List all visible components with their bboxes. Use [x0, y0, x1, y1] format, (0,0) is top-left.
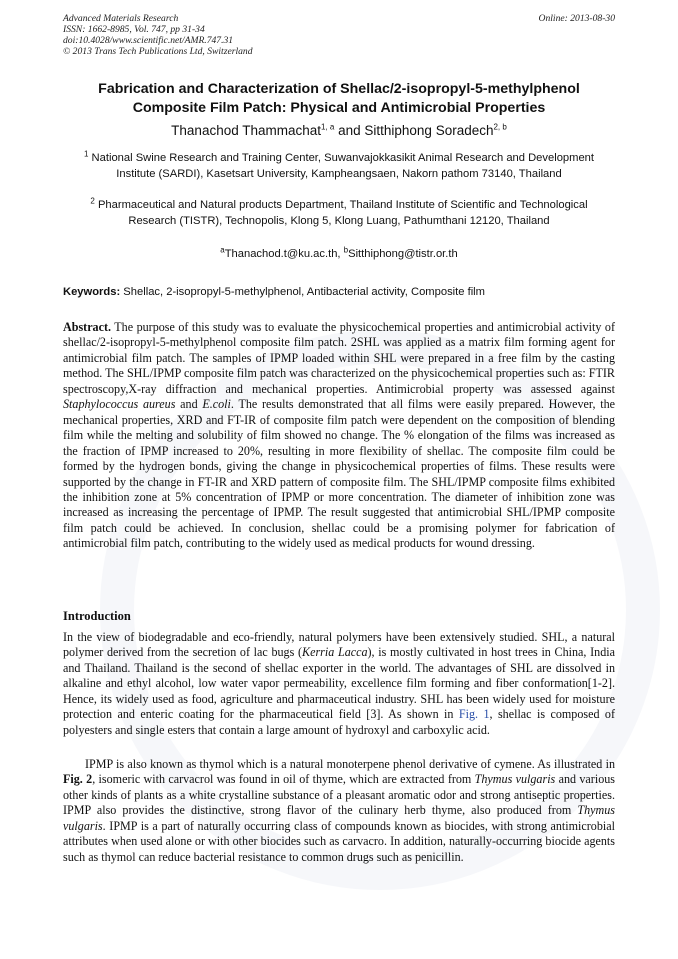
paper-title: [40, 80, 638, 118]
author-1: Thanachod Thammachat: [171, 123, 322, 138]
intro-p1-b: ), is mostly cultivated in host trees in China, India and Thailand. Thailand is the second of shellac exporter in the world. The advantages of SHL are dissolved in alkaline and ethyl alcohol, low water vapor permeability, excellence film forming and fiber conformation[1-2]. Hence, its widely used as food, agriculture and pharmaceutical industry. SHL has been widely used for moisture protection and enteric coating for the pharmaceutical field [3]. As shown in: [63, 645, 615, 722]
introduction-paragraph-1: [63, 630, 615, 738]
affiliation-2-text: Pharmaceutical and Natural products Department, Thailand Institute of Scientific and Technological Research (TISTR), Technopolis, Klong 5, Klong Luang, Pathumthani 12120, Thailand: [97, 199, 588, 227]
title-line-1: Fabrication and Characterization of Shellac/2-isopropyl-5-methylphenol: [98, 81, 580, 97]
keywords-label: Keywords:: [63, 286, 121, 298]
affiliation-1-num: 1: [83, 149, 89, 159]
abstract: [63, 320, 615, 552]
intro-p2-b: , isomeric with carvacrol was found in oil of thyme, which are extracted from: [92, 772, 475, 787]
online-date: Online: 2013-08-30: [538, 13, 615, 24]
email-line: [40, 245, 638, 260]
intro-p1-a: In the view of biodegradable and eco-friendly, natural polymers have been extensively studied. SHL, a natural polymer derived from the secretion of lac bugs (: [63, 630, 615, 660]
keywords: [63, 286, 615, 298]
abstract-label: Abstract.: [63, 320, 112, 334]
intro-p2-thymus-1: Thymus vulgaris: [474, 772, 556, 787]
intro-p1-kerria: Kerria Lacca: [302, 645, 368, 660]
email-a[interactable]: Thanachod.t@ku.ac.th,: [224, 248, 344, 260]
author-1-sup: 1, a: [321, 122, 335, 132]
page-header: [63, 13, 615, 57]
intro-p2-a: IPMP is also known as thymol which is a natural monoterpene phenol derivative of cymene. As illustrated in: [85, 757, 615, 771]
affiliation-1: [68, 150, 610, 182]
affiliation-2: [68, 197, 610, 229]
email-b-sup: b: [343, 245, 349, 255]
introduction-paragraph-2: [63, 757, 615, 865]
intro-p1-c: , shellac is composed of polyesters and single esters that contain a large amount of hydroxyl and carboxylic acid.: [63, 707, 615, 737]
abstract-ecoli: E.coli: [202, 397, 231, 412]
abstract-staph: Staphylococcus aureus: [63, 397, 176, 412]
author-line: [40, 122, 638, 140]
title-line-2: Composite Film Patch: Physical and Antimicrobial Properties: [132, 100, 546, 116]
email-a-sup: a: [220, 245, 225, 255]
affiliation-1-text: National Swine Research and Training Center, Suwanvajokkasikit Animal Research and Development Institute (SARDI), Kasetsart University, Kampheangsaen, Nakorn pathom 73140, Thailand: [91, 152, 595, 180]
intro-p2-c: and various other kinds of plants as a white crystalline substance of a pleasant aromatic odor and strong antiseptic properties. IPMP also provides the distinctive, strong flavor of the culinary herb thyme, also produced from: [63, 772, 615, 818]
copyright-line: © 2013 Trans Tech Publications Ltd, Switzerland: [63, 46, 253, 57]
author-2-sup: 2, b: [493, 122, 507, 132]
email-b[interactable]: Sitthiphong@tistr.or.th: [348, 248, 458, 260]
intro-p2-thymus-2: Thymus vulgaris: [63, 803, 615, 833]
journal-name: Advanced Materials Research: [63, 13, 179, 24]
abstract-and: and: [175, 397, 203, 412]
keywords-text: Shellac, 2-isopropyl-5-methylphenol, Antibacterial activity, Composite film: [120, 286, 485, 298]
figure-2-ref: Fig. 2: [63, 772, 93, 787]
author-and: and: [334, 123, 365, 138]
doi-line: doi:10.4028/www.scientific.net/AMR.747.31: [63, 35, 234, 46]
issn-line: ISSN: 1662-8985, Vol. 747, pp 31-34: [63, 24, 205, 35]
abstract-part-2: . The results demonstrated that all films were easily prepared. However, the mechanical properties, XRD and FT-IR of composite film patch were dependent on the composition of blending film while the melting and solubility of film showed no change. The % elongation of the films was increased as the fraction of IPMP increased to 20%, resulting in more flexibility of shellac. The composite film could be formed by the hydrogen bonds, giving the change in physicochemical properties of films. These results were supported by the change in FT-IR and XRD pattern of composite film. The SHL/IPMP composite films exhibited the inhibition zone at 5% concentration of IPMP or more concentration. The diameter of inhibition zone was increased as increasing the percentage of IPMP. The result suggested that antimicrobial SHL/IPMP composite film patch could be achieved. In conclusion, shellac could be a promising polymer for fabrication of antimicrobial film patch, contributing to the widely used as medical products for wound dressing.: [63, 397, 615, 551]
intro-p2-d: . IPMP is a part of naturally occurring class of compounds known as biocides, with strong antimicrobial attributes when used alone or with other biocides such as carvacro. In addition, naturally-occurring biocide agents such as thymol can reduce bacterial resistance to common drugs such as penicillin.: [63, 818, 615, 864]
introduction-heading: Introduction: [63, 609, 131, 623]
author-2: Sitthiphong Soradech: [364, 123, 494, 138]
affiliation-2-num: 2: [90, 196, 95, 206]
figure-1-link[interactable]: Fig. 1: [458, 707, 490, 722]
abstract-part-1: The purpose of this study was to evaluate the physicochemical properties and antimicrobial activity of shellac/2-isopropyl-5-methylphenol composite film patch. 2SHL was applied as a matrix film forming agent for antimicrobial film patch. The samples of IPMP loaded within SHL were prepared in a free film by the casting method. The SHL/IPMP composite film patch was characterized on the physicochemical properties such as: FTIR spectroscopy,X-ray diffraction and mechanical properties. Antimicrobial property was assessed against: [63, 320, 615, 396]
